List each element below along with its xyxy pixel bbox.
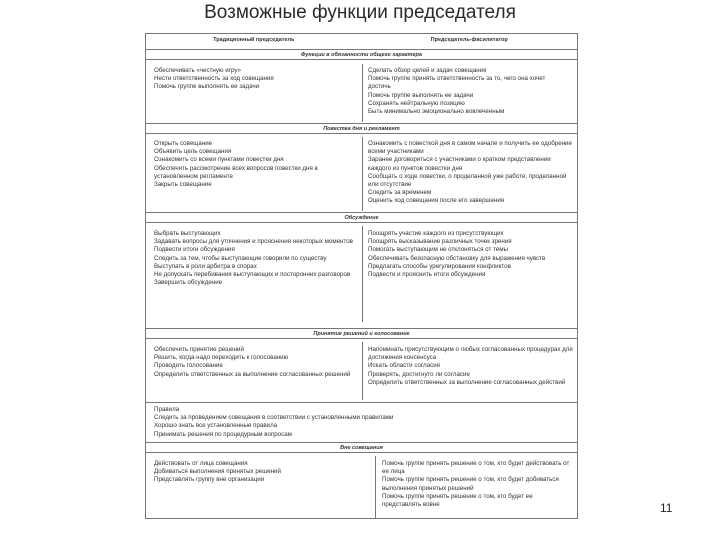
comparison-table [145,33,578,519]
section-heading-general: Функции в обязанности общего характера [146,49,577,60]
section-heading-outside: Вне совещания [146,442,577,453]
column-divider [362,226,363,322]
section-heading-discussion: Обсуждение [146,212,577,223]
section-agenda-left: Открыть совещание Объявить цель совещания Ознакомить со всеми пунктами повестки дня Обеспечить рассмотрение всех вопросов повестки дня в установленном регламенте Закрыть совещание [154,140,318,189]
page-title: Возможные функции председателя [204,2,516,23]
section-outside-left: Действовать от лица совещания Добиваться выполнения принятых решений Представлять группу вне организации [154,460,281,484]
column-headers [146,37,577,47]
column-divider [362,64,363,122]
section-outside-right: Помочь группе принять решение о том, кто будет действовать от ее лица Помочь группе принять решение о том, кто будет добиваться выполнения принятых решений Помочь группе принять решение о том, кто будет ее представлять вовне [382,460,570,509]
section-decisions-right: Напоминать присутствующим о любых согласованных процедурах для достижения консенсуса Искать области согласия Проверять, достигнуто ли согласие Определить ответственных за выполнение согласованных действий [368,346,573,386]
section-rules: Правила Следить за проведением совещания в соответствии с установленными правилами Хорошо знать все установленные правила Принимать решения по процедурным вопросам [154,406,394,438]
section-discussion-right: Поощрять участие каждого из присутствующих Поощрять высказывание различных точек зрения Помогать выступающим не отклоняться от темы Обеспечивать безопасную обстановку для выражения чувств Предлагать способы урегулирования конфликтов Подвести и прояснить итоги обсуждения [368,230,546,279]
page-number: 11 [660,501,673,515]
section-heading-decisions: Принятие решений и голосование [146,328,577,339]
column-divider [375,456,376,519]
section-discussion-left: Выбрать выступающих Задавать вопросы для уточнения и прояснения некоторых моментов Подвести итоги обсуждения Следить за тем, чтобы выступающие говорили по существу Выступать в роли арбитра в спорах Не допускать перебивания выступающих и посторонних разговоров Завершить обсуждение [154,230,353,287]
column-divider [362,342,363,400]
section-general-right: Сделать обзор целей и задач совещания Помочь группе принять ответственность за то, чего она хочет достичь Помочь группе выполнять ее задачи Сохранять нейтральную позицию Быть минимально эмоционально вовлеченным [368,67,546,116]
column-header-right: Председатель-фасилитатор [430,37,508,43]
section-divider [146,402,577,403]
section-decisions-left: Обеспечить принятие решений Решить, когда надо переходить к голосованию Проводить голосование Определить ответственных за выполнение согласованных решений [154,346,351,378]
column-header-left: Традиционный председатель [213,37,295,43]
column-divider [362,137,363,211]
section-general-left: Обеспечивать «честную игру» Нести ответственность за ход совещания Помочь группе выполнять ее задачи [154,67,274,91]
section-heading-agenda: Повестка дня и регламент [146,123,577,134]
section-agenda-right: Ознакомить с повесткой дня в самом начале и получить ее одобрение всеми участниками Заранее договориться с участниками о кратком представлении каждого из пунктов повестки дня Сообщать о ходе повестки, о проделанной уже работе, проделанной или отсутствие Следить за временем Оценить ход совещания после его завершения [368,140,572,205]
